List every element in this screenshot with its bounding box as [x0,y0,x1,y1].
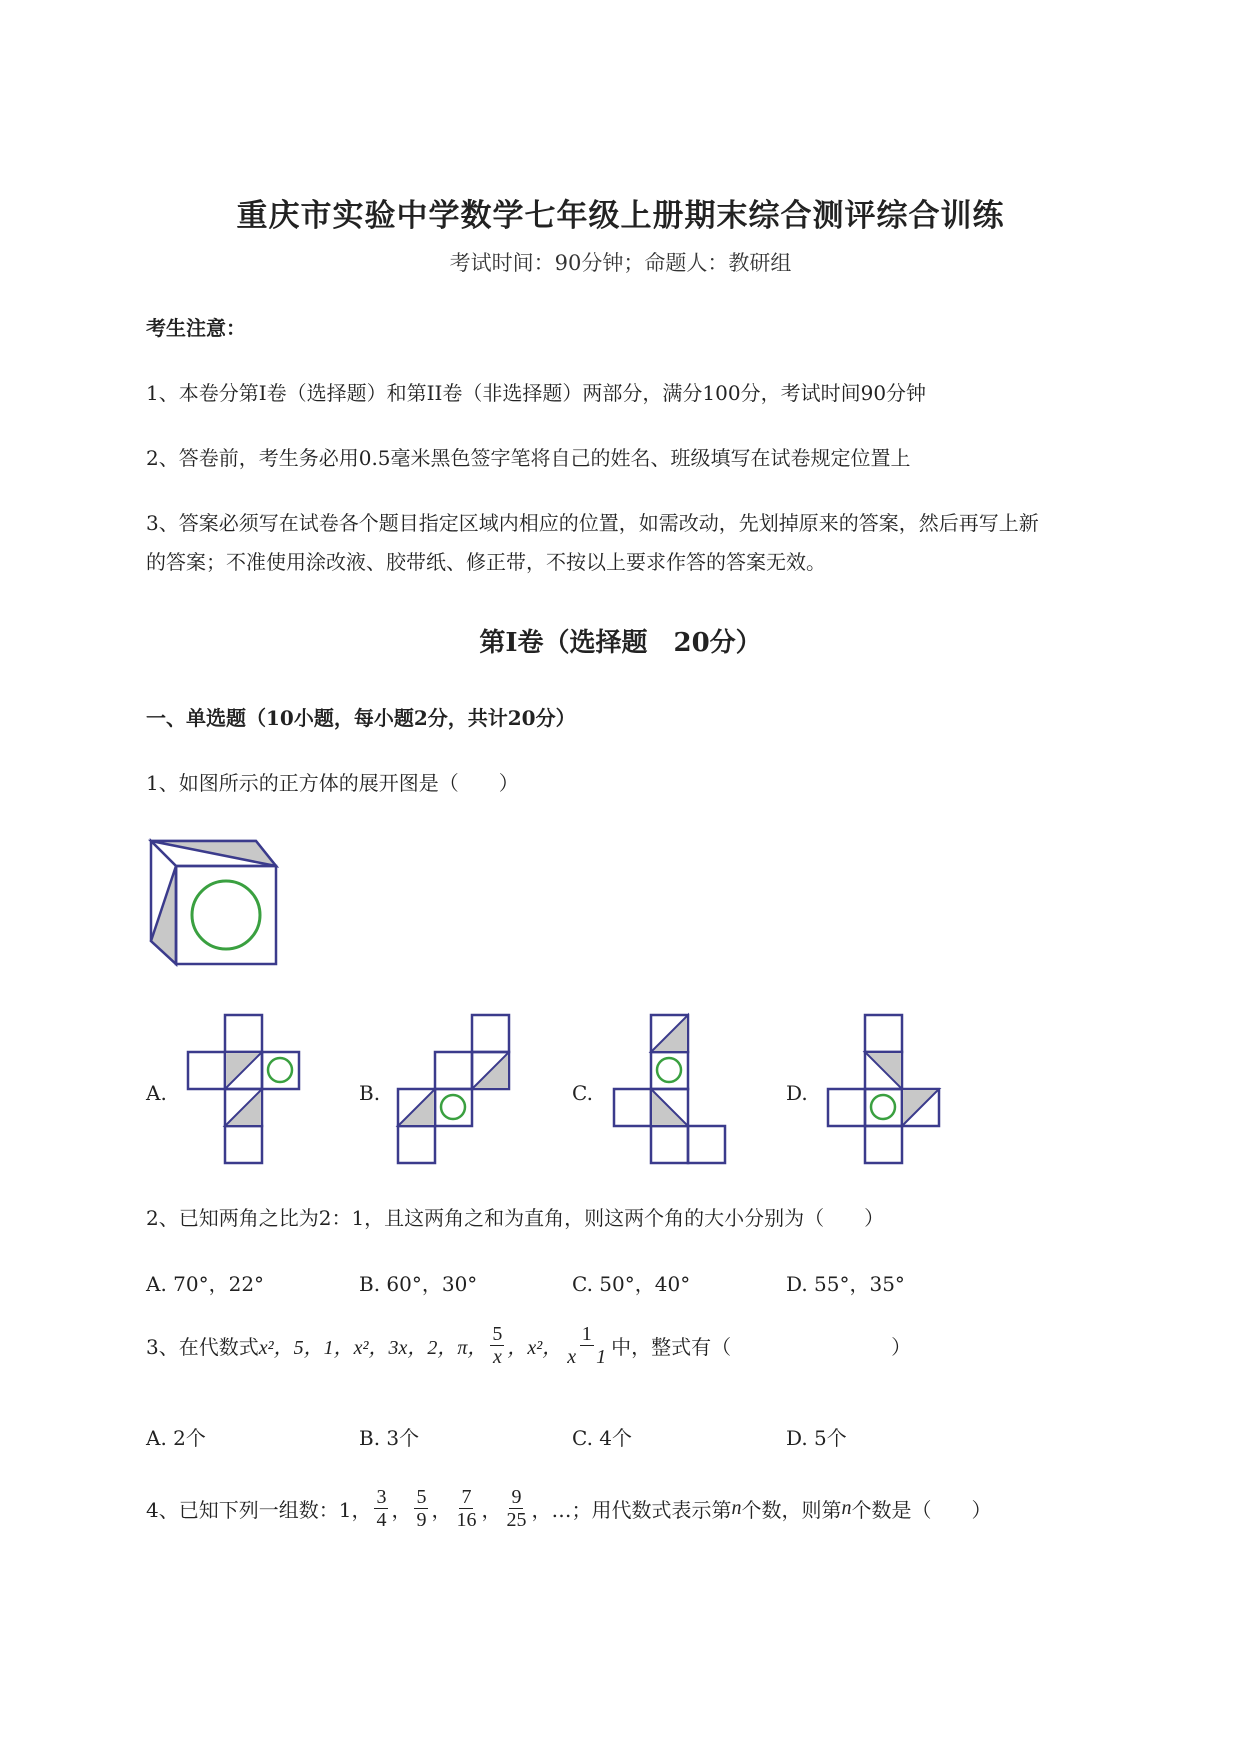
fraction [565,1323,608,1368]
fraction-denominator: 9 [416,1509,427,1531]
net-c-figure[interactable] [606,1010,731,1165]
fraction-denominator: 25 [506,1509,527,1531]
separator: ， [431,1498,452,1522]
question-2-stem: 2、已知两角之比为2：1，且这两角之和为直角，则这两个角的大小分别为（ ） [146,1206,885,1230]
option-d-label[interactable]: D. [786,1081,808,1105]
option-c[interactable]: C. 4个 [572,1426,633,1450]
fraction [504,1486,528,1531]
part-heading: 一、单选题（10小题，每小题2分，共计20分） [146,706,576,730]
notice-item: 2、答卷前，考生务必用0.5毫米黑色签字笔将自己的姓名、班级填写在试卷规定位置上 [146,446,911,470]
fraction-denominator: 4 [376,1509,387,1531]
question-4-prefix: 4、已知下列一组数：1， [146,1498,372,1522]
fraction-denominator: x 1 [567,1346,607,1368]
option-a[interactable]: A. 70°，22° [146,1272,265,1296]
net-a-figure[interactable] [180,1010,305,1165]
notice-heading: 考生注意： [146,316,246,340]
fraction-numerator: 3 [376,1486,387,1508]
option-a[interactable]: A. 2个 [146,1426,206,1450]
question-4-text: 个数是（ ） [851,1498,992,1522]
fraction-numerator: 5 [416,1486,427,1508]
notice-item: 1、本卷分第I卷（选择题）和第II卷（非选择题）两部分，满分100分，考试时间90分钟 [146,381,927,405]
question-3-expression: ，x²， [507,1337,563,1359]
variable-n: n [841,1497,852,1519]
fraction [454,1486,478,1531]
option-b[interactable]: B. 3个 [359,1426,420,1450]
question-4-text: 个数，则第 [741,1498,842,1522]
question-3-prefix: 3、在代数式 [146,1335,259,1359]
fraction-denominator: 16 [456,1509,477,1531]
question-3-stem [146,1323,911,1368]
question-3-suffix: 中，整式有（ ） [611,1335,912,1359]
question-4-stem [146,1486,991,1531]
notice-item: 3、答案必须写在试卷各个题目指定区域内相应的位置，如需改动，先划掉原来的答案，然后再写上新 [146,511,1039,535]
fraction-numerator: 9 [511,1486,522,1508]
fraction-numerator: 1 [581,1323,592,1345]
separator: ， [391,1498,412,1522]
option-d[interactable]: D. 5个 [786,1426,847,1450]
separator: ， [481,1498,502,1522]
cube-figure [146,836,286,974]
fraction-numerator: 5 [492,1323,503,1345]
question-4-text: ，…；用代数式表示第 [531,1498,732,1522]
option-c[interactable]: C. 50°，40° [572,1272,691,1296]
fraction [490,1323,504,1368]
exam-info: 考试时间：90分钟；命题人：教研组 [449,251,792,275]
fraction [374,1486,388,1531]
fraction-numerator: 7 [461,1486,472,1508]
option-d[interactable]: D. 55°，35° [786,1272,905,1296]
fraction-denominator: x [492,1346,502,1368]
variable-n: n [731,1497,742,1519]
notice-item: 的答案；不准使用涂改液、胶带纸、修正带，不按以上要求作答的答案无效。 [146,550,826,574]
net-d-figure[interactable] [820,1010,945,1165]
question-1-stem: 1、如图所示的正方体的展开图是（ ） [146,771,519,795]
option-b[interactable]: B. 60°，30° [359,1272,478,1296]
net-b-figure[interactable] [392,1010,517,1165]
fraction [414,1486,428,1531]
section-title: 第I卷（选择题 20分） [479,628,762,658]
option-c-label[interactable]: C. [572,1081,593,1105]
option-a-label[interactable]: A. [146,1081,167,1105]
page-title: 重庆市实验中学数学七年级上册期末综合测评综合训练 [236,198,1005,234]
option-b-label[interactable]: B. [359,1081,381,1105]
question-3-expression: x²，5，1，x²，3x，2，π， [258,1337,488,1359]
